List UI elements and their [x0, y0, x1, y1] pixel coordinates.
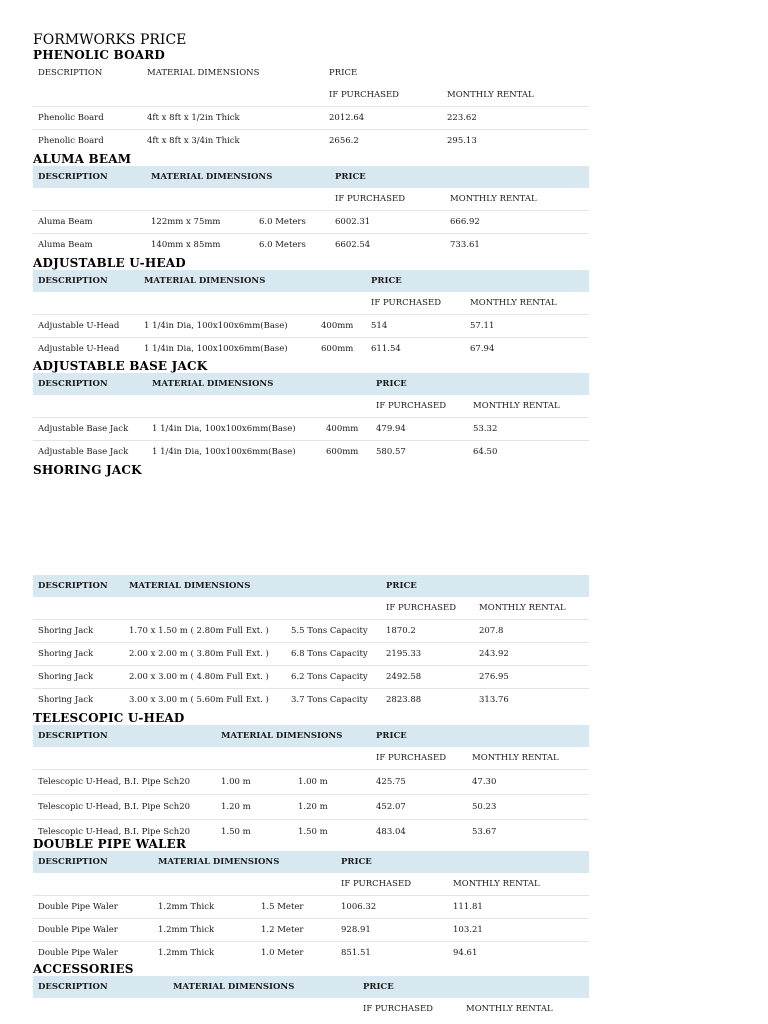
cell-description: Telescopic U-Head, B.I. Pipe Sch20	[38, 827, 191, 837]
cell-monthly-rental: 53.32	[468, 418, 589, 441]
section-title-adjustable-base-jack: ADJUSTABLE BASE JACK	[33, 359, 208, 373]
col-header-material: MATERIAL DIMENSIONS	[146, 166, 330, 188]
cell-description: Shoring Jack	[38, 695, 94, 705]
cell-dimensions: 2.00 x 3.00 m ( 4.80m Full Ext. )	[124, 666, 286, 689]
cell-capacity: 5.5 Tons Capacity	[286, 620, 381, 643]
cell-monthly-rental: 295.13	[447, 136, 477, 146]
section-title-phenolic: PHENOLIC BOARD	[33, 48, 166, 62]
cell-monthly-rental: 64.50	[473, 447, 498, 457]
col-header-material: MATERIAL DIMENSIONS	[153, 851, 336, 873]
cell-size: 600mm	[326, 447, 359, 457]
table-row	[33, 643, 589, 666]
cell-dimensions: 4ft x 8ft x 3/4in Thick	[147, 136, 240, 146]
cell-monthly-rental: 53.67	[472, 827, 497, 837]
cell-dimensions: 1.20 m	[216, 795, 293, 820]
col-header-description: DESCRIPTION	[33, 270, 139, 292]
col-header-material: MATERIAL DIMENSIONS	[216, 725, 371, 747]
shoring-jack-table	[33, 575, 589, 711]
cell-dimensions: 3.00 x 3.00 m ( 5.60m Full Ext. )	[129, 695, 269, 705]
cell-if-purchased: 425.75	[371, 770, 467, 795]
cell-if-purchased: 580.57	[376, 447, 406, 457]
col-header-monthly-rental: MONTHLY RENTAL	[474, 597, 589, 620]
col-header-description: DESCRIPTION	[33, 373, 147, 395]
cell-monthly-rental: 313.76	[479, 695, 509, 705]
cell-size: 1.00 m	[293, 770, 371, 795]
cell-description: Phenolic Board	[38, 136, 104, 146]
adjustable-base-jack-table	[33, 373, 589, 463]
col-header-if-purchased: IF PURCHASED	[371, 747, 467, 770]
cell-capacity: 3.7 Tons Capacity	[291, 695, 368, 705]
cell-if-purchased: 483.04	[376, 827, 406, 837]
cell-dimensions: 1.2mm Thick	[153, 919, 256, 942]
table-row	[33, 211, 589, 234]
cell-size: 6.0 Meters	[259, 240, 306, 250]
cell-description: Adjustable Base Jack	[33, 418, 147, 441]
cell-monthly-rental: 111.81	[448, 896, 589, 919]
cell-description: Shoring Jack	[33, 666, 124, 689]
cell-description: Double Pipe Waler	[38, 948, 118, 958]
cell-size: 6.0 Meters	[254, 211, 330, 234]
cell-dimensions: 1.70 x 1.50 m ( 2.80m Full Ext. )	[124, 620, 286, 643]
col-header-description: DESCRIPTION	[33, 851, 153, 873]
col-header-monthly-rental: MONTHLY RENTAL	[445, 188, 589, 211]
table-row	[33, 130, 589, 153]
col-header-description: DESCRIPTION	[33, 976, 168, 998]
cell-description: Shoring Jack	[33, 643, 124, 666]
col-header-price: PRICE	[329, 68, 358, 78]
col-header-material: MATERIAL DIMENSIONS	[168, 976, 358, 998]
accessories-table	[33, 976, 589, 1020]
table-row	[33, 666, 589, 689]
cell-dimensions: 1 1/4in Dia, 100x100x6mm(Base)	[152, 447, 296, 457]
cell-monthly-rental: 57.11	[465, 315, 589, 338]
col-header-price: PRICE	[358, 976, 461, 998]
cell-dimensions: 1 1/4in Dia, 100x100x6mm(Base)	[147, 418, 321, 441]
cell-if-purchased: 2823.88	[386, 695, 422, 705]
col-header-monthly-rental: MONTHLY RENTAL	[466, 1004, 553, 1014]
table-row	[33, 795, 589, 820]
table-row	[33, 418, 589, 441]
cell-size: 1.0 Meter	[261, 948, 304, 958]
cell-if-purchased: 6602.54	[335, 240, 371, 250]
cell-dimensions: 2.00 x 2.00 m ( 3.80m Full Ext. )	[124, 643, 286, 666]
cell-description: Adjustable Base Jack	[38, 447, 129, 457]
cell-dimensions: 1 1/4in Dia, 100x100x6mm(Base)	[144, 344, 288, 354]
col-header-price: PRICE	[381, 575, 474, 597]
cell-description: Adjustable U-Head	[38, 344, 120, 354]
col-header-if-purchased: IF PURCHASED	[363, 1004, 433, 1014]
col-header-material: MATERIAL DIMENSIONS	[124, 575, 381, 597]
col-header-price: PRICE	[330, 166, 445, 188]
table-row	[33, 770, 589, 795]
aluma-beam-table	[33, 166, 589, 256]
telescopic-u-head-table	[33, 725, 589, 844]
table-row	[33, 315, 589, 338]
col-header-price: PRICE	[336, 851, 448, 873]
double-pipe-waler-table	[33, 851, 589, 964]
cell-dimensions: 122mm x 75mm	[146, 211, 254, 234]
col-header-description: DESCRIPTION	[33, 166, 146, 188]
cell-if-purchased: 452.07	[371, 795, 467, 820]
cell-if-purchased: 611.54	[371, 344, 401, 354]
cell-monthly-rental: 50.23	[467, 795, 589, 820]
table-row	[33, 107, 589, 130]
col-header-price: PRICE	[371, 725, 467, 747]
col-header-monthly-rental: MONTHLY RENTAL	[467, 747, 589, 770]
cell-description: Double Pipe Waler	[33, 896, 153, 919]
cell-size: 1.50 m	[298, 827, 328, 837]
cell-dimensions: 4ft x 8ft x 1/2in Thick	[142, 107, 324, 130]
cell-size: 1.5 Meter	[256, 896, 336, 919]
cell-if-purchased: 2492.58	[381, 666, 474, 689]
cell-description: Telescopic U-Head, B.I. Pipe Sch20	[33, 770, 216, 795]
section-title-adjustable-u-head: ADJUSTABLE U-HEAD	[33, 256, 186, 270]
cell-monthly-rental: 47.30	[467, 770, 589, 795]
section-title-accessories: ACCESSORIES	[33, 962, 134, 976]
cell-dimensions: 1.00 m	[216, 770, 293, 795]
cell-size: 1.20 m	[293, 795, 371, 820]
cell-dimensions: 1.2mm Thick	[153, 896, 256, 919]
cell-monthly-rental: 207.8	[474, 620, 589, 643]
table-row	[33, 689, 589, 712]
cell-monthly-rental: 223.62	[442, 107, 589, 130]
col-header-if-purchased: IF PURCHASED	[381, 597, 474, 620]
table-row	[33, 942, 589, 965]
cell-description: Aluma Beam	[38, 240, 93, 250]
cell-monthly-rental: 94.61	[453, 948, 478, 958]
cell-description: Telescopic U-Head, B.I. Pipe Sch20	[33, 795, 216, 820]
cell-if-purchased: 2195.33	[381, 643, 474, 666]
table-row	[33, 919, 589, 942]
cell-description: Double Pipe Waler	[33, 919, 153, 942]
cell-dimensions: 1 1/4in Dia, 100x100x6mm(Base)	[139, 315, 316, 338]
col-header-material: MATERIAL DIMENSIONS	[147, 373, 371, 395]
cell-description: Shoring Jack	[33, 620, 124, 643]
cell-size: 400mm	[321, 418, 371, 441]
cell-size: 1.2 Meter	[256, 919, 336, 942]
cell-if-purchased: 6002.31	[330, 211, 445, 234]
cell-if-purchased: 2012.64	[324, 107, 442, 130]
cell-if-purchased: 479.94	[371, 418, 468, 441]
col-header-monthly-rental: MONTHLY RENTAL	[465, 292, 589, 315]
cell-monthly-rental: 276.95	[474, 666, 589, 689]
table-row	[33, 896, 589, 919]
cell-size: 400mm	[316, 315, 366, 338]
col-header-if-purchased: IF PURCHASED	[324, 84, 442, 107]
cell-if-purchased: 928.91	[336, 919, 448, 942]
cell-if-purchased: 514	[366, 315, 465, 338]
cell-if-purchased: 1870.2	[381, 620, 474, 643]
cell-capacity: 6.2 Tons Capacity	[286, 666, 381, 689]
col-header-price: PRICE	[366, 270, 465, 292]
cell-monthly-rental: 666.92	[445, 211, 589, 234]
section-title-telescopic-u-head: TELESCOPIC U-HEAD	[33, 711, 185, 725]
cell-monthly-rental: 243.92	[474, 643, 589, 666]
cell-if-purchased: 851.51	[341, 948, 371, 958]
table-row	[33, 234, 589, 257]
col-header-description: DESCRIPTION	[38, 68, 103, 78]
col-header-if-purchased: IF PURCHASED	[371, 395, 468, 418]
col-header-monthly-rental: MONTHLY RENTAL	[448, 873, 589, 896]
cell-description: Aluma Beam	[33, 211, 146, 234]
cell-size: 600mm	[321, 344, 354, 354]
cell-if-purchased: 2656.2	[329, 136, 359, 146]
col-header-material: MATERIAL DIMENSIONS	[139, 270, 366, 292]
adjustable-u-head-table	[33, 270, 589, 360]
col-header-description: DESCRIPTION	[33, 725, 216, 747]
phenolic-table	[33, 62, 589, 152]
cell-monthly-rental: 733.61	[450, 240, 480, 250]
cell-description: Adjustable U-Head	[33, 315, 139, 338]
col-header-if-purchased: IF PURCHASED	[336, 873, 448, 896]
cell-description: Phenolic Board	[33, 107, 142, 130]
cell-dimensions: 1.50 m	[221, 827, 251, 837]
col-header-monthly-rental: MONTHLY RENTAL	[442, 84, 589, 107]
col-header-material: MATERIAL DIMENSIONS	[147, 68, 260, 78]
section-title-double-pipe-waler: DOUBLE PIPE WALER	[33, 837, 187, 851]
cell-monthly-rental: 67.94	[470, 344, 495, 354]
cell-dimensions: 140mm x 85mm	[151, 240, 221, 250]
table-row	[33, 620, 589, 643]
col-header-if-purchased: IF PURCHASED	[366, 292, 465, 315]
cell-capacity: 6.8 Tons Capacity	[286, 643, 381, 666]
table-row	[33, 441, 589, 464]
cell-dimensions: 1.2mm Thick	[158, 948, 215, 958]
table-row	[33, 338, 589, 361]
col-header-if-purchased: IF PURCHASED	[330, 188, 445, 211]
page-title: FORMWORKS PRICE	[33, 32, 187, 48]
section-title-shoring-jack: SHORING JACK	[33, 463, 142, 477]
cell-if-purchased: 1006.32	[336, 896, 448, 919]
col-header-description: DESCRIPTION	[33, 575, 124, 597]
cell-monthly-rental: 103.21	[448, 919, 589, 942]
section-title-aluma-beam: ALUMA BEAM	[33, 152, 132, 166]
col-header-monthly-rental: MONTHLY RENTAL	[468, 395, 589, 418]
col-header-price: PRICE	[371, 373, 468, 395]
